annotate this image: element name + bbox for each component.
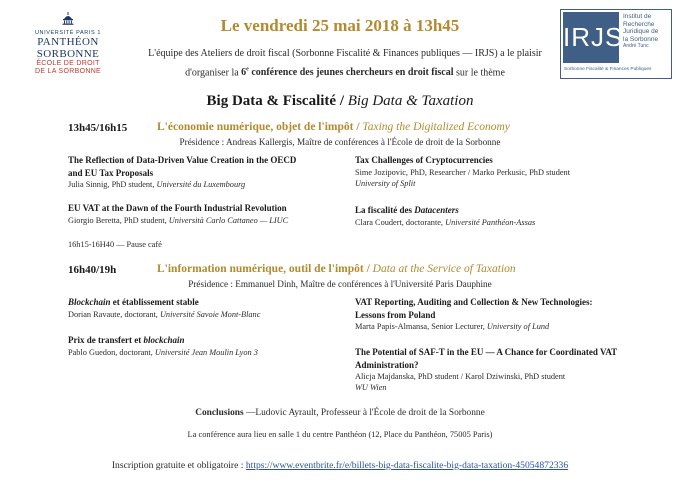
talk-speaker: Clara Coudert, doctorante, Université Panthéon-Assas (355, 217, 536, 227)
session2-title: L'information numérique, outil de l'impôt / Data at the Service of Taxation (157, 263, 516, 275)
registration-link[interactable]: https://www.eventbrite.fr/e/billets-big-data-fiscalite-big-data-taxation-45054872336 (245, 460, 569, 471)
talk-speaker: Pablo Guedon, doctorant, Université Jean Moulin Lyon 3 (68, 347, 258, 357)
session2-talk (68, 296, 348, 320)
irjs-line: André Tunc (623, 43, 649, 50)
talk-speaker: Julia Sinnig, PhD student, Université du Luxembourg (68, 180, 246, 189)
talk-speaker: Dorian Ravaute, doctorant, Université Savoie Mont-Blanc (68, 309, 261, 319)
session2-time: 16h40/19h (68, 264, 117, 276)
session1-talk (355, 204, 645, 228)
talk-title: La fiscalité des Datacenters (355, 205, 459, 215)
intro-line2-post: sur le thème (453, 67, 505, 79)
registration-label: Inscription gratuite et obligatoire : (111, 460, 246, 471)
talk-title: Administration? (355, 359, 419, 370)
registration (0, 460, 680, 471)
conference-title-en: Big Data & Taxation (347, 93, 474, 109)
event-date: Le vendredi 25 mai 2018 à 13h45 (220, 16, 460, 35)
irjs-footer: Sorbonne Fiscalité & Finances Publiques (564, 67, 652, 72)
talk-title: Blockchain et établissement stable (68, 297, 199, 307)
conclusions-text: —Ludovic Ayrault, Professeur à l'École de droit de la Sorbonne (243, 408, 485, 418)
conference-title: Big Data & Fiscalité / Big Data & Taxation (206, 93, 474, 109)
talk-title: VAT Reporting, Auditing and Collection & New Technologies: (355, 297, 593, 307)
irjs-line: Juridique de (623, 28, 659, 36)
session2-talk (68, 334, 348, 358)
university-label: UNIVERSITÉ PARIS 1 (34, 30, 102, 36)
intro-line2 (135, 62, 555, 81)
session1-talk (68, 154, 348, 190)
session2-talk (355, 296, 655, 332)
talk-speaker: Marta Papis-Almansa, Senior Lecturer, University of Lund (355, 322, 550, 331)
talk-title: The Reflection of Data-Driven Value Creation in the OECD (68, 155, 297, 165)
coffee-break: 16h15-16H40 — Pause café (68, 240, 162, 249)
talk-speaker: Sime Jozipovic, PhD, Researcher / Marko Perkusic, PhD student (355, 167, 570, 177)
session1-title: L'économie numérique, objet de l'impôt / Taxing the Digitalized Economy (157, 121, 510, 133)
intro-text (135, 46, 555, 81)
session1-talk (355, 154, 645, 189)
talk-affiliation: WU Wien (355, 383, 387, 392)
school-name-line1: ÉCOLE DE DROIT (36, 60, 100, 67)
school-name-line2: DE LA SORBONNE (34, 68, 102, 75)
conference-title-fr: Big Data & Fiscalité (206, 93, 337, 109)
talk-title: The Potential of SAF-T in the EU — A Chance for Coordinated VAT (355, 347, 618, 357)
irjs-mark: IRJS (563, 12, 619, 63)
talk-title: Tax Challenges of Cryptocurrencies (355, 155, 493, 165)
session2-chair: Présidence : Emmanuel Dinh, Maître de conférences à l'Université Paris Dauphine (188, 279, 492, 289)
intro-line1: L'équipe des Ateliers de droit fiscal (Sorbonne Fiscalité & Finances publiques — IRJS) a le plaisir (148, 48, 542, 59)
irjs-line: Recherche (623, 20, 655, 28)
talk-title: and EU Tax Proposals (68, 167, 154, 178)
talk-affiliation: University of Split (355, 178, 416, 188)
session1-talk (68, 202, 348, 226)
session2-talk (355, 346, 655, 393)
venue-info: La conférence aura lieu en salle 1 du centre Panthéon (12, Place du Panthéon, 75005 Paris) (187, 430, 493, 439)
irjs-line: la Sorbonne (623, 35, 659, 43)
university-name: PANTHÉON SORBONNE (36, 36, 100, 60)
irjs-line: Institut de (623, 13, 652, 20)
talk-title: Lessons from Poland (355, 309, 436, 320)
intro-conference-number: 6e conférence des jeunes chercheurs en droit fiscal (241, 67, 454, 79)
conclusions (0, 408, 680, 418)
talk-title: EU VAT at the Dawn of the Fourth Industrial Revolution (68, 203, 287, 213)
intro-line2-pre: d'organiser la (185, 67, 242, 79)
talk-title: Prix de transfert et blockchain (68, 335, 185, 345)
session1-time: 13h45/16h15 (68, 122, 128, 134)
session1-chair: Présidence : Andreas Kallergis, Maître de conférences à l'École de droit de la Sorbonne (179, 137, 501, 147)
talk-speaker: Alicja Majdanska, PhD student / Karol Dziwinski, PhD student (355, 372, 566, 381)
talk-speaker: Giorgio Beretta, PhD student, Università Carlo Cattaneo — LIUC (68, 215, 289, 225)
conclusions-label: Conclusions (195, 408, 244, 418)
